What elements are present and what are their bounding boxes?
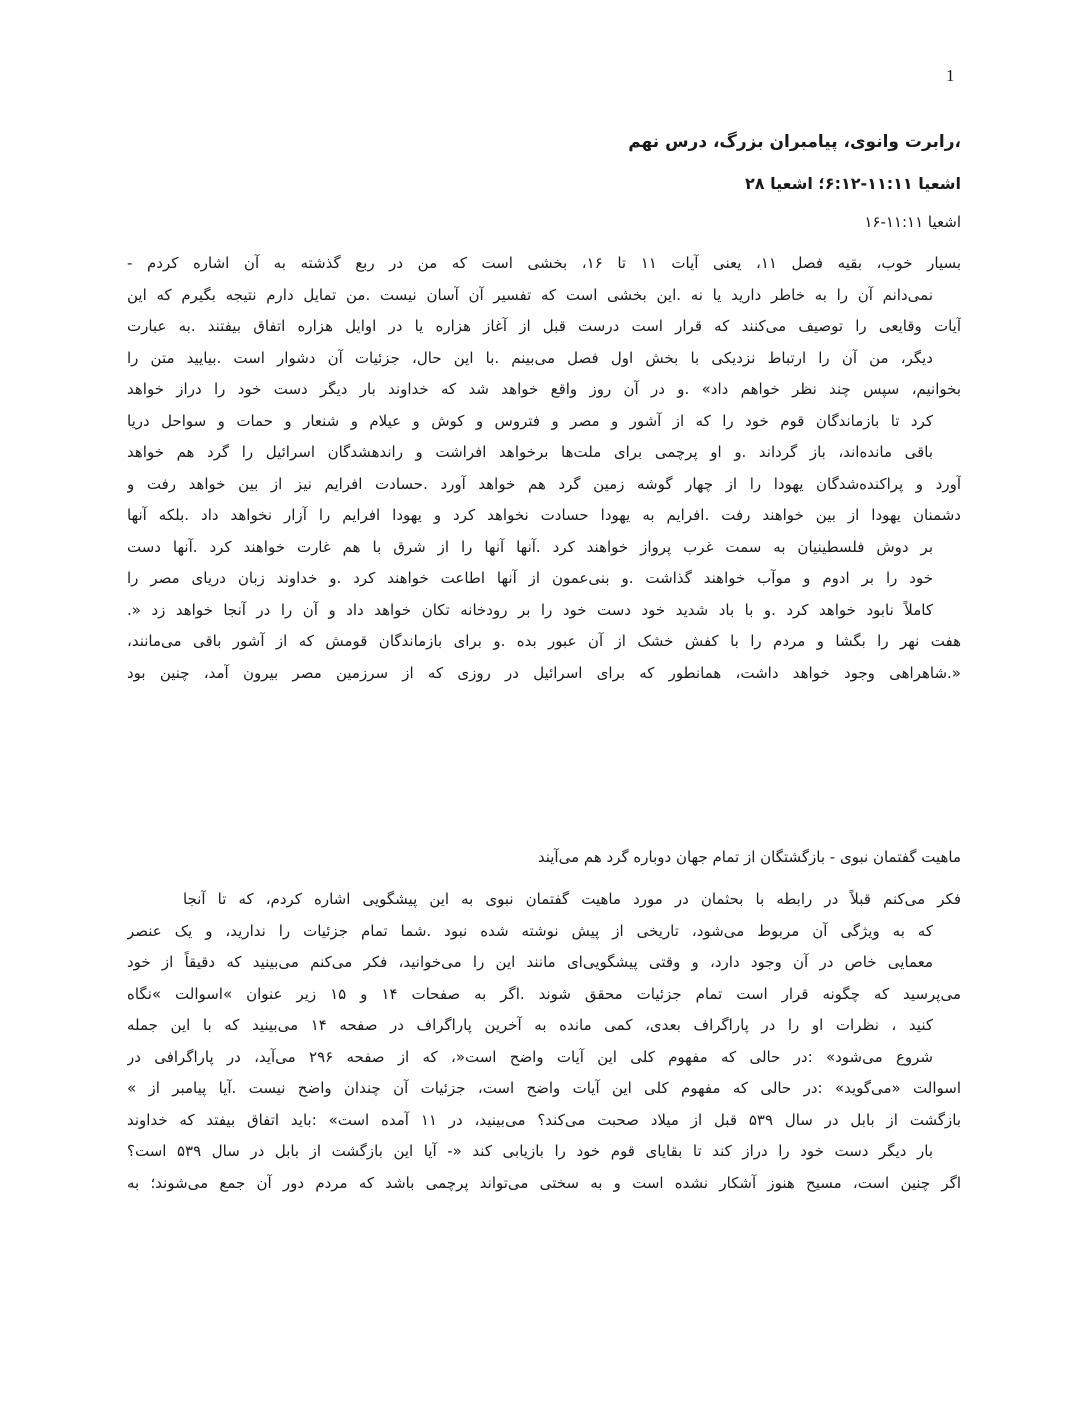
text-line: «.شاهراهی وجود خواهد داشت، همانطور که برای اسرائیل در روزی که از سرزمین مصر بیرون آمد، چنین بود (127, 663, 961, 682)
text-line: نمی‌دانم آن را به خاطر دارید یا نه .این بخشی است که تفسیر آن آسان نیست .من تمایل دارم نتیجه بگیرم که این (127, 285, 933, 304)
text-line: بار دیگر دست خود را دراز کند تا بقایای قوم خود را بازیابی کند «- آیا این بازگشت از بابل در سال ۵۳۹ است؟ (127, 1142, 933, 1160)
section-2-body (127, 884, 961, 1199)
section-heading: ماهیت گفتمان نبوی - بازگشتگان از تمام جهان دوباره گرد هم می‌آیند (537, 848, 961, 866)
text-line: اگر چنین است، مسیح هنوز آشکار نشده است و به سختی می‌تواند پرچمی باشد که مردم دور آن جمع می‌شوند؛ به (127, 1173, 961, 1192)
section-1-body (127, 248, 961, 689)
text-line: خود را بر ادوم و موآب خواهند گذاشت .و بنی‌عمون از آنها اطاعت خواهند کرد .و خداوند زبان دریای مصر را (127, 569, 933, 587)
text-line: بر دوش فلسطینیان به سمت غرب پرواز خواهند کرد .آنها آنها را از شرق با هم غارت خواهند کرد .آنها دست (127, 537, 933, 556)
text-line: معمایی خاص در آن وجود دارد، و وقتی پیشگویی‌ای مانند این را می‌خوانید، فکر می‌کنم می‌بینید که دقیقاً از خود (127, 953, 933, 971)
text-line: فکر می‌کنم قبلاً در رابطه با بحثمان در مورد ماهیت گفتمان نبوی به این پیشگویی اشاره کردم، که تا آنجا (183, 890, 961, 908)
text-line: دشمنان یهودا از بین خواهند رفت .افرایم به یهودا حسادت نخواهد کرد و یهودا افرایم را آزار نخواهد داد .بلکه آنها (127, 506, 961, 524)
scripture-reference: اشعیا ۱۱:۱۱-۱۶ (864, 213, 961, 231)
page-number: 1 (946, 66, 955, 85)
text-line: باقی مانده‌اند، باز گرداند .و او پرچمی برای ملت‌ها برخواهد افراشت و راندهشدگان اسرائیل را گرد هم خواهد (127, 443, 933, 461)
text-line: می‌پرسید که چگونه قرار است تمام جزئیات محقق شوند .اگر به صفحات ۱۴ و ۱۵ زیر عنوان »اسوالت »نگاه (127, 984, 961, 1003)
text-line: اسوالت «می‌گوید» :در حالی که مفهوم کلی این آیات واضح است، جزئیات آن چندان واضح نیست .آیا پیامبر از » (127, 1079, 961, 1097)
text-line: کاملاً نابود خواهد کرد .و با باد شدید خود دست خود را بر رودخانه تکان خواهد داد و آن را در آنجا خواهد زد «. (127, 600, 933, 619)
document-title: ،رابرت وانوی، پیامبران بزرگ، درس نهم (628, 132, 961, 152)
text-line: بسیار خوب، بقیه فصل ۱۱، یعنی آیات ۱۱ تا ۱۶، بخشی است که من در ربع گذشته به آن اشاره کردم - (127, 254, 961, 272)
text-line: هفت نهر را بگشا و مردم را با کفش خشک از آن عبور بده .و برای بازماندگان قومش که از آشور باقی می‌مانند، (127, 632, 961, 650)
text-line: آیات وقایعی را توصیف می‌کنند که قرار است درست قبل از آغاز هزاره یا در اوایل هزاره اتفاق بیفتند .به عبارت (127, 317, 961, 335)
text-line: که به ویژگی آن مربوط می‌شود، تاریخی از پیش نوشته شده نبود .شما تمام جزئیات را ندارید، و یک عنصر (127, 921, 933, 940)
text-line: شروع می‌شود» :در حالی که مفهوم کلی این آیات واضح است«، که از صفحه ۲۹۶ می‌آید، در پاراگرافی در (127, 1047, 933, 1066)
text-line: بازگشت از بابل در سال ۵۳۹ قبل از میلاد صحبت می‌کند؟ می‌بینید، در ۱۱ آمده است» :باید اتفاق بیفتد که خداوند (127, 1110, 961, 1129)
text-line: آورد و پراکنده‌شدگان یهودا را از چهار گوشه زمین گرد هم خواهد آورد .حسادت افرایم نیز از بین خواهد رفت و (127, 474, 961, 493)
text-line: کنید ، نظرات او را در پاراگراف بعدی، کمی مانده به آخرین پاراگراف در صفحه ۱۴ می‌بینید که با این جمله (127, 1016, 933, 1034)
text-line: بخوانیم، سپس چند نظر خواهم داد» .و در آن روز واقع خواهد شد که خداوند بار دیگر دست خود را دراز خواهد (127, 380, 961, 398)
text-line: دیگر، من آن را ارتباط نزدیکی با بخش اول فصل می‌بینم .با این حال، جزئیات آن دشوار است .بیایید متن را (127, 348, 933, 367)
document-subtitle: اشعیا ۱۱:۱۱-۶:۱۲؛ اشعیا ۲۸ (744, 174, 961, 193)
text-line: کرد تا بازماندگان قوم خود را که از آشور و مصر و فتروس و کوش و عیلام و شنعار و حمات و سواحل دریا (127, 411, 933, 430)
